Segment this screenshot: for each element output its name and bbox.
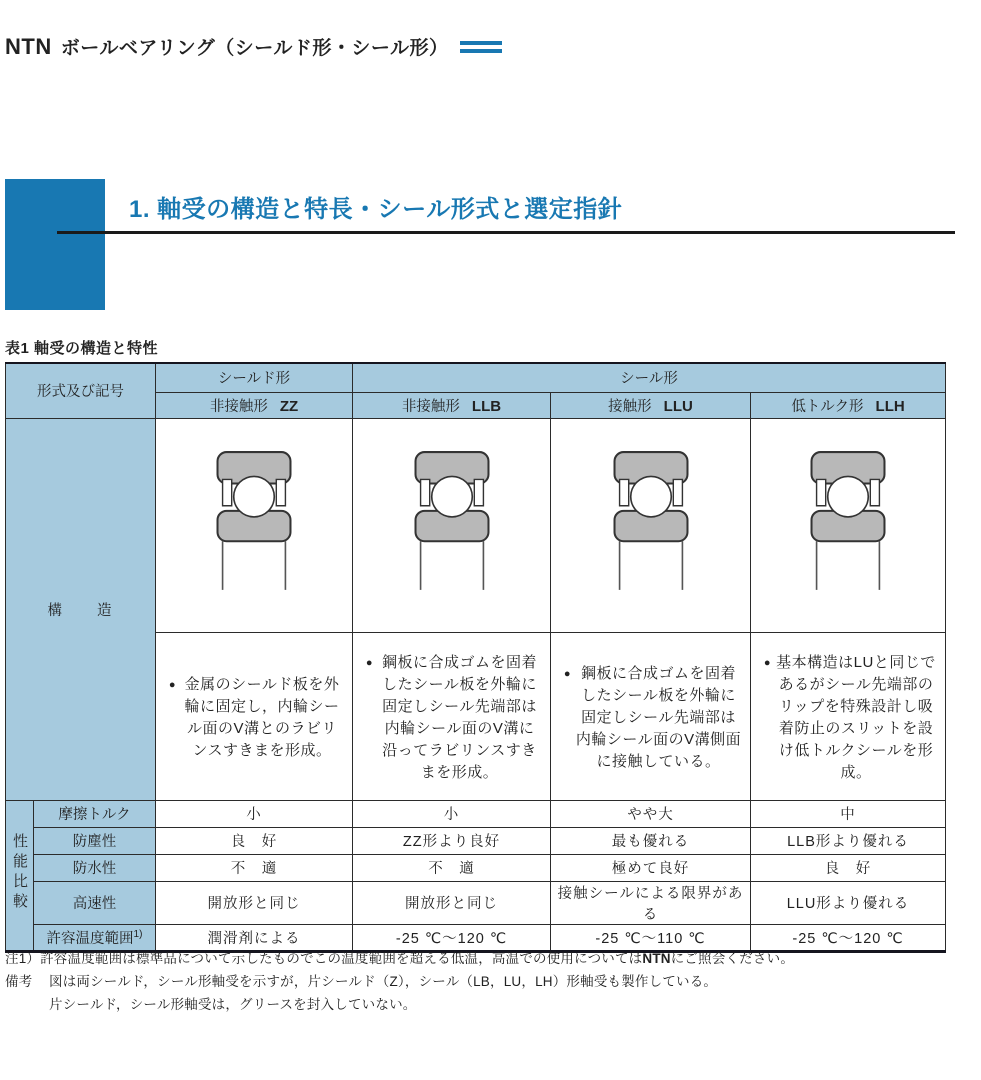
perf-label: 摩擦トルク (34, 800, 156, 827)
structure-note-zz: ● 金属のシールド板を外輪に固定し，内輪シール面のV溝とのラビリンスすきまを形成。 (156, 632, 353, 800)
footnote-1: 注1）許容温度範囲は標準品について示したものでこの温度範囲を超える低温，高温での使用についてはNTNにご照会ください。 (5, 951, 795, 966)
bearing-spec-table (5, 362, 946, 953)
perf-value: やや大 (551, 800, 751, 827)
perf-value: ZZ形より良好 (353, 827, 551, 854)
page-title: ボールベアリング（シールド形・シール形） (60, 38, 449, 59)
perf-row-water (6, 854, 946, 881)
bearing-cross-section-diagram (203, 448, 305, 598)
type-cell-llh: 低トルク形 LLH (751, 392, 946, 418)
footnote-ref: 1) (133, 928, 143, 940)
brand-inline: NTN (642, 951, 671, 966)
corner-label-cell: 形式及び記号 (6, 363, 156, 418)
perf-row-speed (6, 881, 946, 924)
bullet-icon: ● (763, 657, 772, 669)
double-rule-icon (460, 41, 502, 53)
section-heading: 1. 軸受の構造と特長・シール形式と選定指針 (129, 196, 623, 223)
perf-value: LLB形より優れる (751, 827, 946, 854)
bearing-cross-section-diagram (401, 448, 503, 598)
page-header (5, 33, 502, 60)
perf-label: 高速性 (34, 881, 156, 924)
perf-value: 開放形と同じ (156, 881, 353, 924)
bullet-icon: ● (168, 679, 177, 691)
type-cell-zz: 非接触形 ZZ (156, 392, 353, 418)
perf-value: 不 適 (156, 854, 353, 881)
footnote-remark: 備考 図は両シールド，シール形軸受を示すが，片シールド（Z），シール（LB，LU，LH）形軸受も製作している。 (5, 970, 965, 993)
perf-value: 接触シールによる限界がある (551, 881, 751, 924)
perf-value: 不 適 (353, 854, 551, 881)
brand-logo: NTN (5, 33, 52, 59)
structure-note-llb: ● 鋼板に合成ゴムを固着したシール板を外輪に固定しシール先端部は内輪シール面のV溝に沿ってラビリンスすきまを形成。 (353, 632, 551, 800)
perf-row-dust (6, 827, 946, 854)
bullet-icon: ● (563, 668, 572, 680)
type-cell-llb: 非接触形 LLB (353, 392, 551, 418)
footnote-remark-2: 片シールド，シール形軸受は，グリースを封入していない。 (49, 997, 417, 1012)
perf-row-friction (6, 800, 946, 827)
perf-value: 良 好 (156, 827, 353, 854)
structure-note-llh: ● 基本構造はLUと同じであるがシール先端部のリップを特殊設計し吸着防止のスリットを設け低トルクシールを形成。 (751, 632, 946, 800)
bearing-cross-section-diagram (600, 448, 702, 598)
header-row-groups (6, 363, 946, 392)
perf-value: 極めて良好 (551, 854, 751, 881)
figure-cell-llh (751, 418, 946, 632)
perf-value: -25 ℃〜120 ℃ (751, 924, 946, 951)
section-rule (57, 231, 955, 234)
group-shield-cell: シールド形 (156, 363, 353, 392)
section-accent-block (5, 179, 105, 310)
bearing-cross-section-diagram (797, 448, 899, 598)
perf-value: 小 (353, 800, 551, 827)
figure-cell-zz (156, 418, 353, 632)
perf-value: 最も優れる (551, 827, 751, 854)
structure-note-llu: ● 鋼板に合成ゴムを固着したシール板を外輪に固定しシール先端部は内輪シール面のV溝側面に接触している。 (551, 632, 751, 800)
perf-value: -25 ℃〜120 ℃ (353, 924, 551, 951)
table-caption: 表1 軸受の構造と特性 (5, 340, 159, 357)
group-seal-cell: シール形 (353, 363, 946, 392)
perf-value: 小 (156, 800, 353, 827)
figure-cell-llb (353, 418, 551, 632)
figure-cell-llu (551, 418, 751, 632)
perf-label: 許容温度範囲$^{1)}$ (34, 924, 156, 951)
bullet-icon: ● (365, 657, 374, 669)
perf-value: -25 ℃〜110 ℃ (551, 924, 751, 951)
perf-label: 防塵性 (34, 827, 156, 854)
footnotes (5, 947, 965, 1016)
structure-label-cell: 構 造 (6, 418, 156, 800)
perf-group-label-cell: 性能比較 (6, 800, 34, 951)
perf-value: 潤滑剤による (156, 924, 353, 951)
perf-value: 中 (751, 800, 946, 827)
structure-figure-row (6, 418, 946, 632)
perf-value: 開放形と同じ (353, 881, 551, 924)
perf-value: LLU形より優れる (751, 881, 946, 924)
remark-label: 備考 (5, 974, 33, 989)
perf-label: 防水性 (34, 854, 156, 881)
perf-value: 良 好 (751, 854, 946, 881)
type-cell-llu: 接触形 LLU (551, 392, 751, 418)
